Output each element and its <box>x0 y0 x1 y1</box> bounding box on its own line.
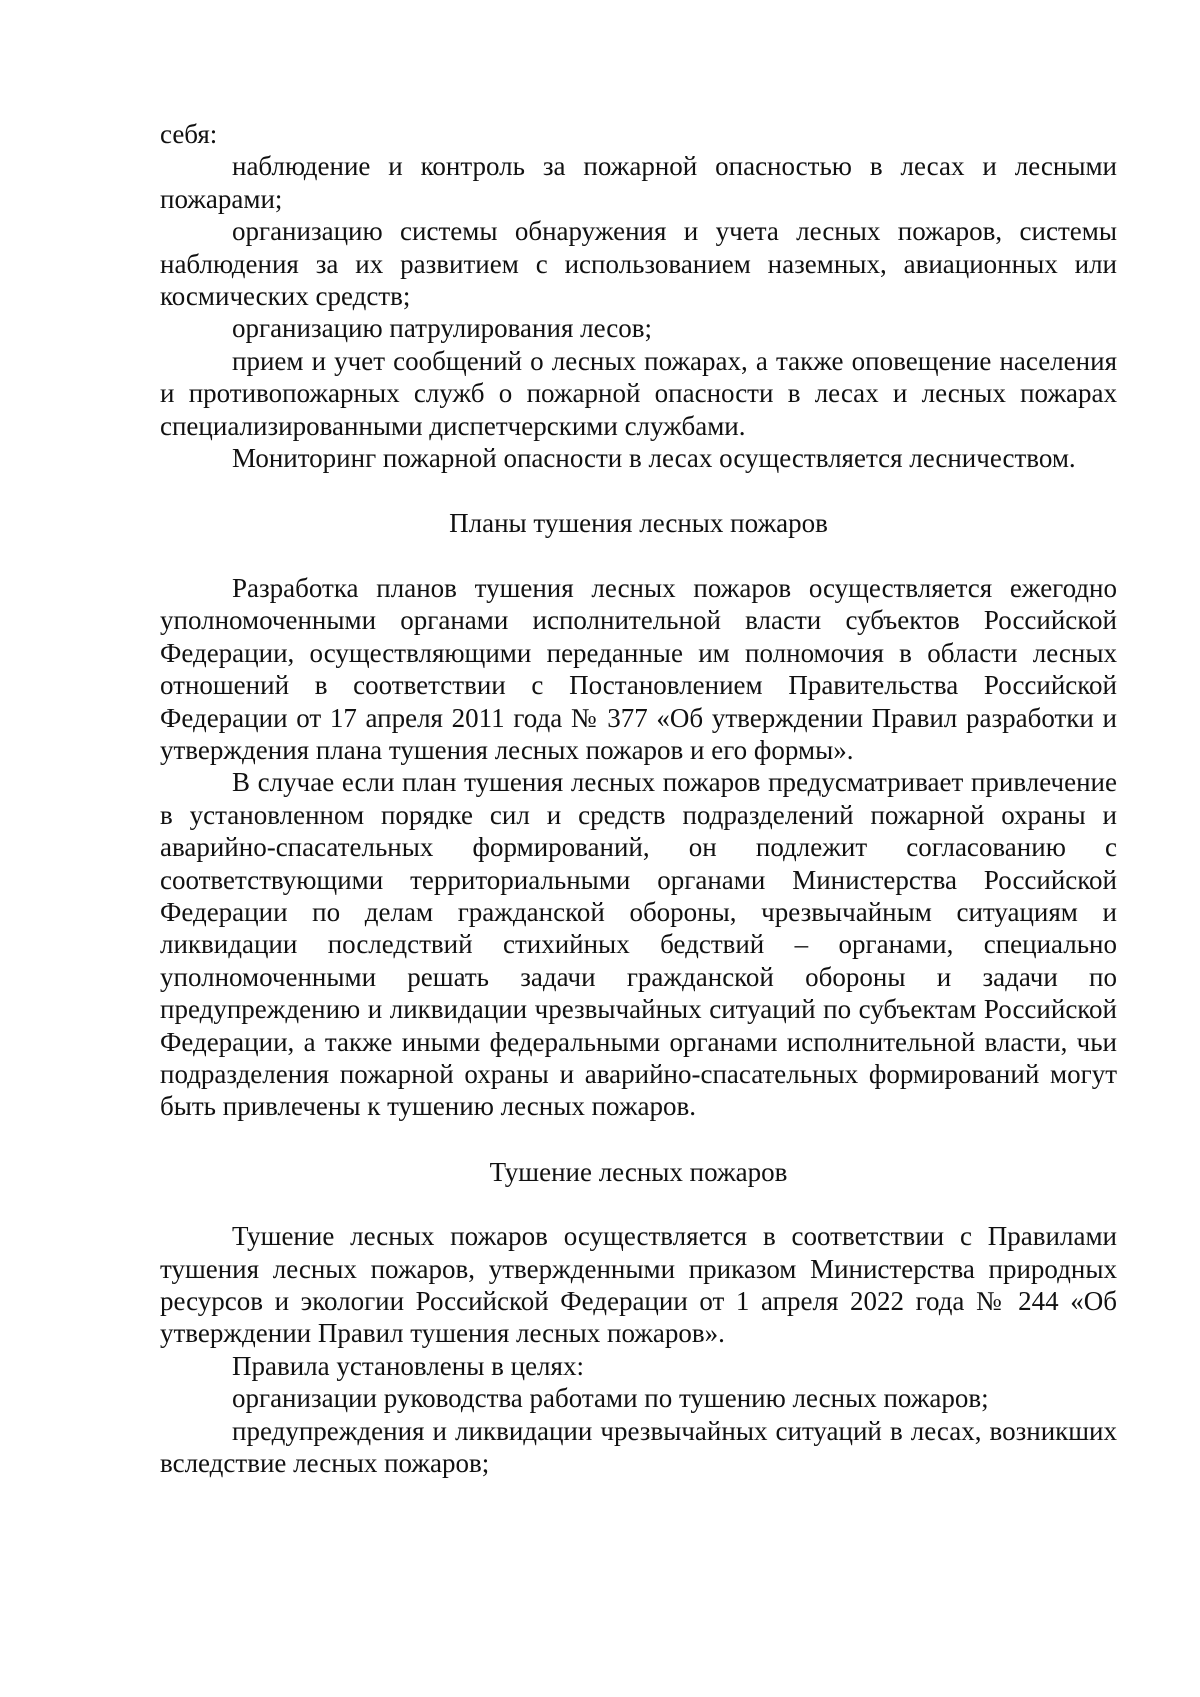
intro-item-detection: организацию системы обнаружения и учета лесных пожаров, системы наблюдения за их развитием с использованием наземных, авиационных или космических средств; <box>160 216 1117 312</box>
extinguish-paragraph: Тушение лесных пожаров осуществляется в соответствии с Правилами тушения лесных пожаров, утвержденными приказом Министерства природных ресурсов и экологии Российской Федерации от 1 апреля 2022 года № 244 «Об утверждении Правил тушения лесных пожаров». <box>160 1221 1117 1349</box>
plans-paragraph: В случае если план тушения лесных пожаров предусматривает привлечение в установленном порядке сил и средств подразделений пожарной охраны и аварийно-спасательных формирований, он подлежит согласованию с соответствующими территориальными органами Министерства Российской Федерации по делам гражданской обороны, чрезвычайным ситуациям и ликвидации последствий стихийных бедствий – органами, специально уполномоченными решать задачи гражданской обороны и задачи по предупреждению и ликвидации чрезвычайных ситуаций по субъектам Российской Федерации, а также иными федеральными органами исполнительной власти, чьи подразделения пожарной охраны и аварийно-спасательных формирований могут быть привлечены к тушению лесных пожаров. <box>160 767 1117 1122</box>
section-title-extinguish: Тушение лесных пожаров <box>489 1156 788 1187</box>
document-page <box>160 118 1117 1479</box>
extinguish-paragraph: организации руководства работами по тушению лесных пожаров; <box>232 1383 989 1414</box>
plans-paragraph: Разработка планов тушения лесных пожаров осуществляется ежегодно уполномоченными органами исполнительной власти субъектов Российской Федерации, осуществляющими переданные им полномочия в области лесных отношений в соответствии с Постановлением Правительства Российской Федерации от 17 апреля 2011 года № 377 «Об утверждении Правил разработки и утверждения плана тушения лесных пожаров и его формы». <box>160 572 1117 765</box>
intro-item-reporting: прием и учет сообщений о лесных пожарах, а также оповещение населения и противопожарных служб о пожарной опасности в лесах и лесных пожарах специализированными диспетчерскими службами. <box>160 345 1117 441</box>
extinguish-paragraph: предупреждения и ликвидации чрезвычайных ситуаций в лесах, возникших вследствие лесных пожаров; <box>160 1415 1117 1479</box>
extinguish-paragraph: Правила установлены в целях: <box>232 1350 584 1381</box>
intro-monitoring: Мониторинг пожарной опасности в лесах осуществляется лесничеством. <box>232 443 1076 474</box>
intro-item-patrol: организацию патрулирования лесов; <box>232 313 652 344</box>
intro-lead: себя: <box>160 119 218 149</box>
intro-item-observation: наблюдение и контроль за пожарной опасностью в лесах и лесными пожарами; <box>160 151 1117 214</box>
section-title-plans: Планы тушения лесных пожаров <box>449 508 828 539</box>
